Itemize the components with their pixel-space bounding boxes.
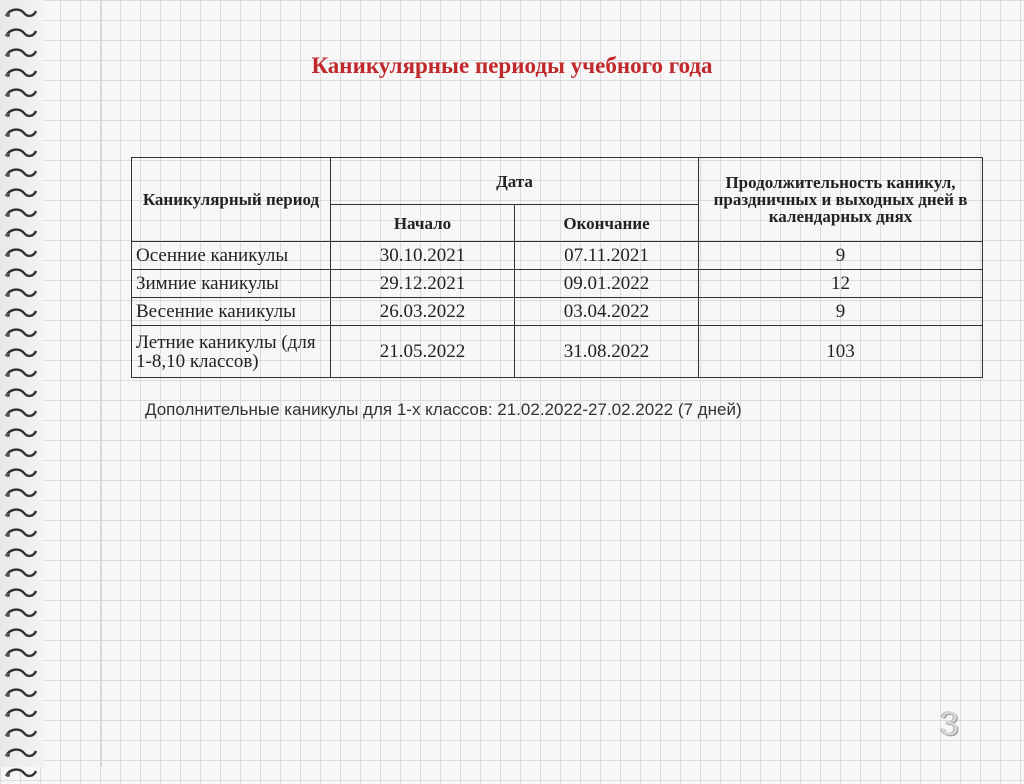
notebook-margin-line bbox=[100, 0, 102, 767]
table-row bbox=[132, 298, 983, 326]
spiral-ring bbox=[4, 146, 38, 158]
row-period: Зимние каникулы bbox=[132, 270, 331, 298]
spiral-ring bbox=[4, 86, 38, 98]
spiral-ring bbox=[4, 386, 38, 398]
page-title: Каникулярные периоды учебного года bbox=[311, 53, 713, 78]
spiral-ring bbox=[4, 6, 38, 18]
spiral-ring bbox=[4, 226, 38, 238]
spiral-ring bbox=[4, 266, 38, 278]
spiral-ring bbox=[4, 106, 38, 118]
additional-vacation-note: Дополнительные каникулы для 1-х классов: 21.02.2022-27.02.2022 (7 дней) bbox=[145, 400, 742, 419]
header-start: Начало bbox=[331, 205, 515, 242]
row-days: 12 bbox=[699, 270, 983, 298]
spiral-ring bbox=[4, 466, 38, 478]
spiral-ring bbox=[4, 686, 38, 698]
spiral-ring bbox=[4, 426, 38, 438]
notebook-spiral bbox=[0, 0, 44, 767]
header-end: Окончание bbox=[515, 205, 699, 242]
spiral-ring bbox=[4, 286, 38, 298]
spiral-ring bbox=[4, 766, 38, 778]
spiral-ring bbox=[4, 646, 38, 658]
spiral-ring bbox=[4, 506, 38, 518]
row-start: 21.05.2022 bbox=[331, 326, 515, 378]
spiral-ring bbox=[4, 446, 38, 458]
row-end: 03.04.2022 bbox=[515, 298, 699, 326]
spiral-ring bbox=[4, 626, 38, 638]
vacation-table bbox=[131, 157, 983, 378]
header-date: Дата bbox=[331, 158, 699, 205]
spiral-ring bbox=[4, 306, 38, 318]
spiral-ring bbox=[4, 606, 38, 618]
row-period: Осенние каникулы bbox=[132, 242, 331, 270]
spiral-ring bbox=[4, 566, 38, 578]
row-period: Весенние каникулы bbox=[132, 298, 331, 326]
row-days: 9 bbox=[699, 242, 983, 270]
spiral-ring bbox=[4, 666, 38, 678]
row-period: Летние каникулы (для 1-8,10 классов) bbox=[132, 326, 331, 378]
spiral-ring bbox=[4, 246, 38, 258]
table-row bbox=[132, 326, 983, 378]
spiral-ring bbox=[4, 166, 38, 178]
row-start: 26.03.2022 bbox=[331, 298, 515, 326]
row-days: 103 bbox=[699, 326, 983, 378]
spiral-ring bbox=[4, 366, 38, 378]
row-end: 31.08.2022 bbox=[515, 326, 699, 378]
spiral-ring bbox=[4, 186, 38, 198]
spiral-ring bbox=[4, 586, 38, 598]
spiral-ring bbox=[4, 546, 38, 558]
spiral-ring bbox=[4, 26, 38, 38]
spiral-ring bbox=[4, 486, 38, 498]
table-row bbox=[132, 242, 983, 270]
spiral-ring bbox=[4, 706, 38, 718]
row-start: 29.12.2021 bbox=[331, 270, 515, 298]
spiral-ring bbox=[4, 406, 38, 418]
row-end: 09.01.2022 bbox=[515, 270, 699, 298]
page-number: 3 bbox=[940, 705, 959, 743]
row-start: 30.10.2021 bbox=[331, 242, 515, 270]
row-end: 07.11.2021 bbox=[515, 242, 699, 270]
spiral-ring bbox=[4, 726, 38, 738]
table-row bbox=[132, 270, 983, 298]
table-header-row bbox=[132, 158, 983, 205]
spiral-ring bbox=[4, 126, 38, 138]
spiral-ring bbox=[4, 346, 38, 358]
spiral-ring bbox=[4, 746, 38, 758]
row-days: 9 bbox=[699, 298, 983, 326]
spiral-ring bbox=[4, 526, 38, 538]
header-duration: Продолжительность каникул, праздничных и выходных дней в календарных днях bbox=[699, 158, 983, 242]
spiral-ring bbox=[4, 326, 38, 338]
spiral-ring bbox=[4, 206, 38, 218]
header-period: Каникулярный период bbox=[132, 158, 331, 242]
